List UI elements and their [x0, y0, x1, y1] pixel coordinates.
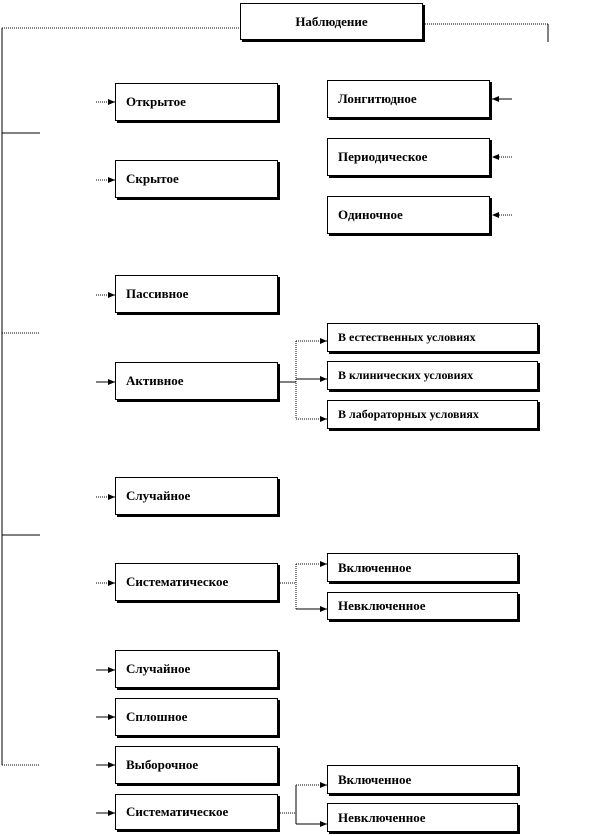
node-passive: Пассивное — [115, 275, 278, 313]
node-longitudinal: Лонгитюдное — [327, 80, 490, 118]
node-included-1: Включенное — [327, 553, 518, 582]
node-not-included-1: Невключенное — [327, 592, 518, 620]
node-periodic: Периодическое — [327, 138, 490, 176]
node-open: Открытое — [115, 83, 278, 121]
node-continuous: Сплошное — [115, 698, 278, 736]
node-systematic-1: Систематическое — [115, 563, 278, 601]
node-random-2: Случайное — [115, 650, 278, 688]
root-node: Наблюдение — [240, 3, 423, 40]
node-not-included-2: Невключенное — [327, 803, 518, 832]
node-clinical-conditions: В клинических условиях — [327, 361, 538, 390]
node-systematic-2: Систематическое — [115, 794, 278, 830]
node-included-2: Включенное — [327, 765, 518, 794]
node-active: Активное — [115, 362, 278, 400]
node-hidden: Скрытое — [115, 160, 278, 198]
node-natural-conditions: В естественных условиях — [327, 323, 538, 352]
node-selective: Выборочное — [115, 746, 278, 784]
node-single: Одиночное — [327, 196, 490, 234]
node-random-1: Случайное — [115, 477, 278, 515]
node-laboratory-conditions: В лабораторных условиях — [327, 400, 538, 429]
